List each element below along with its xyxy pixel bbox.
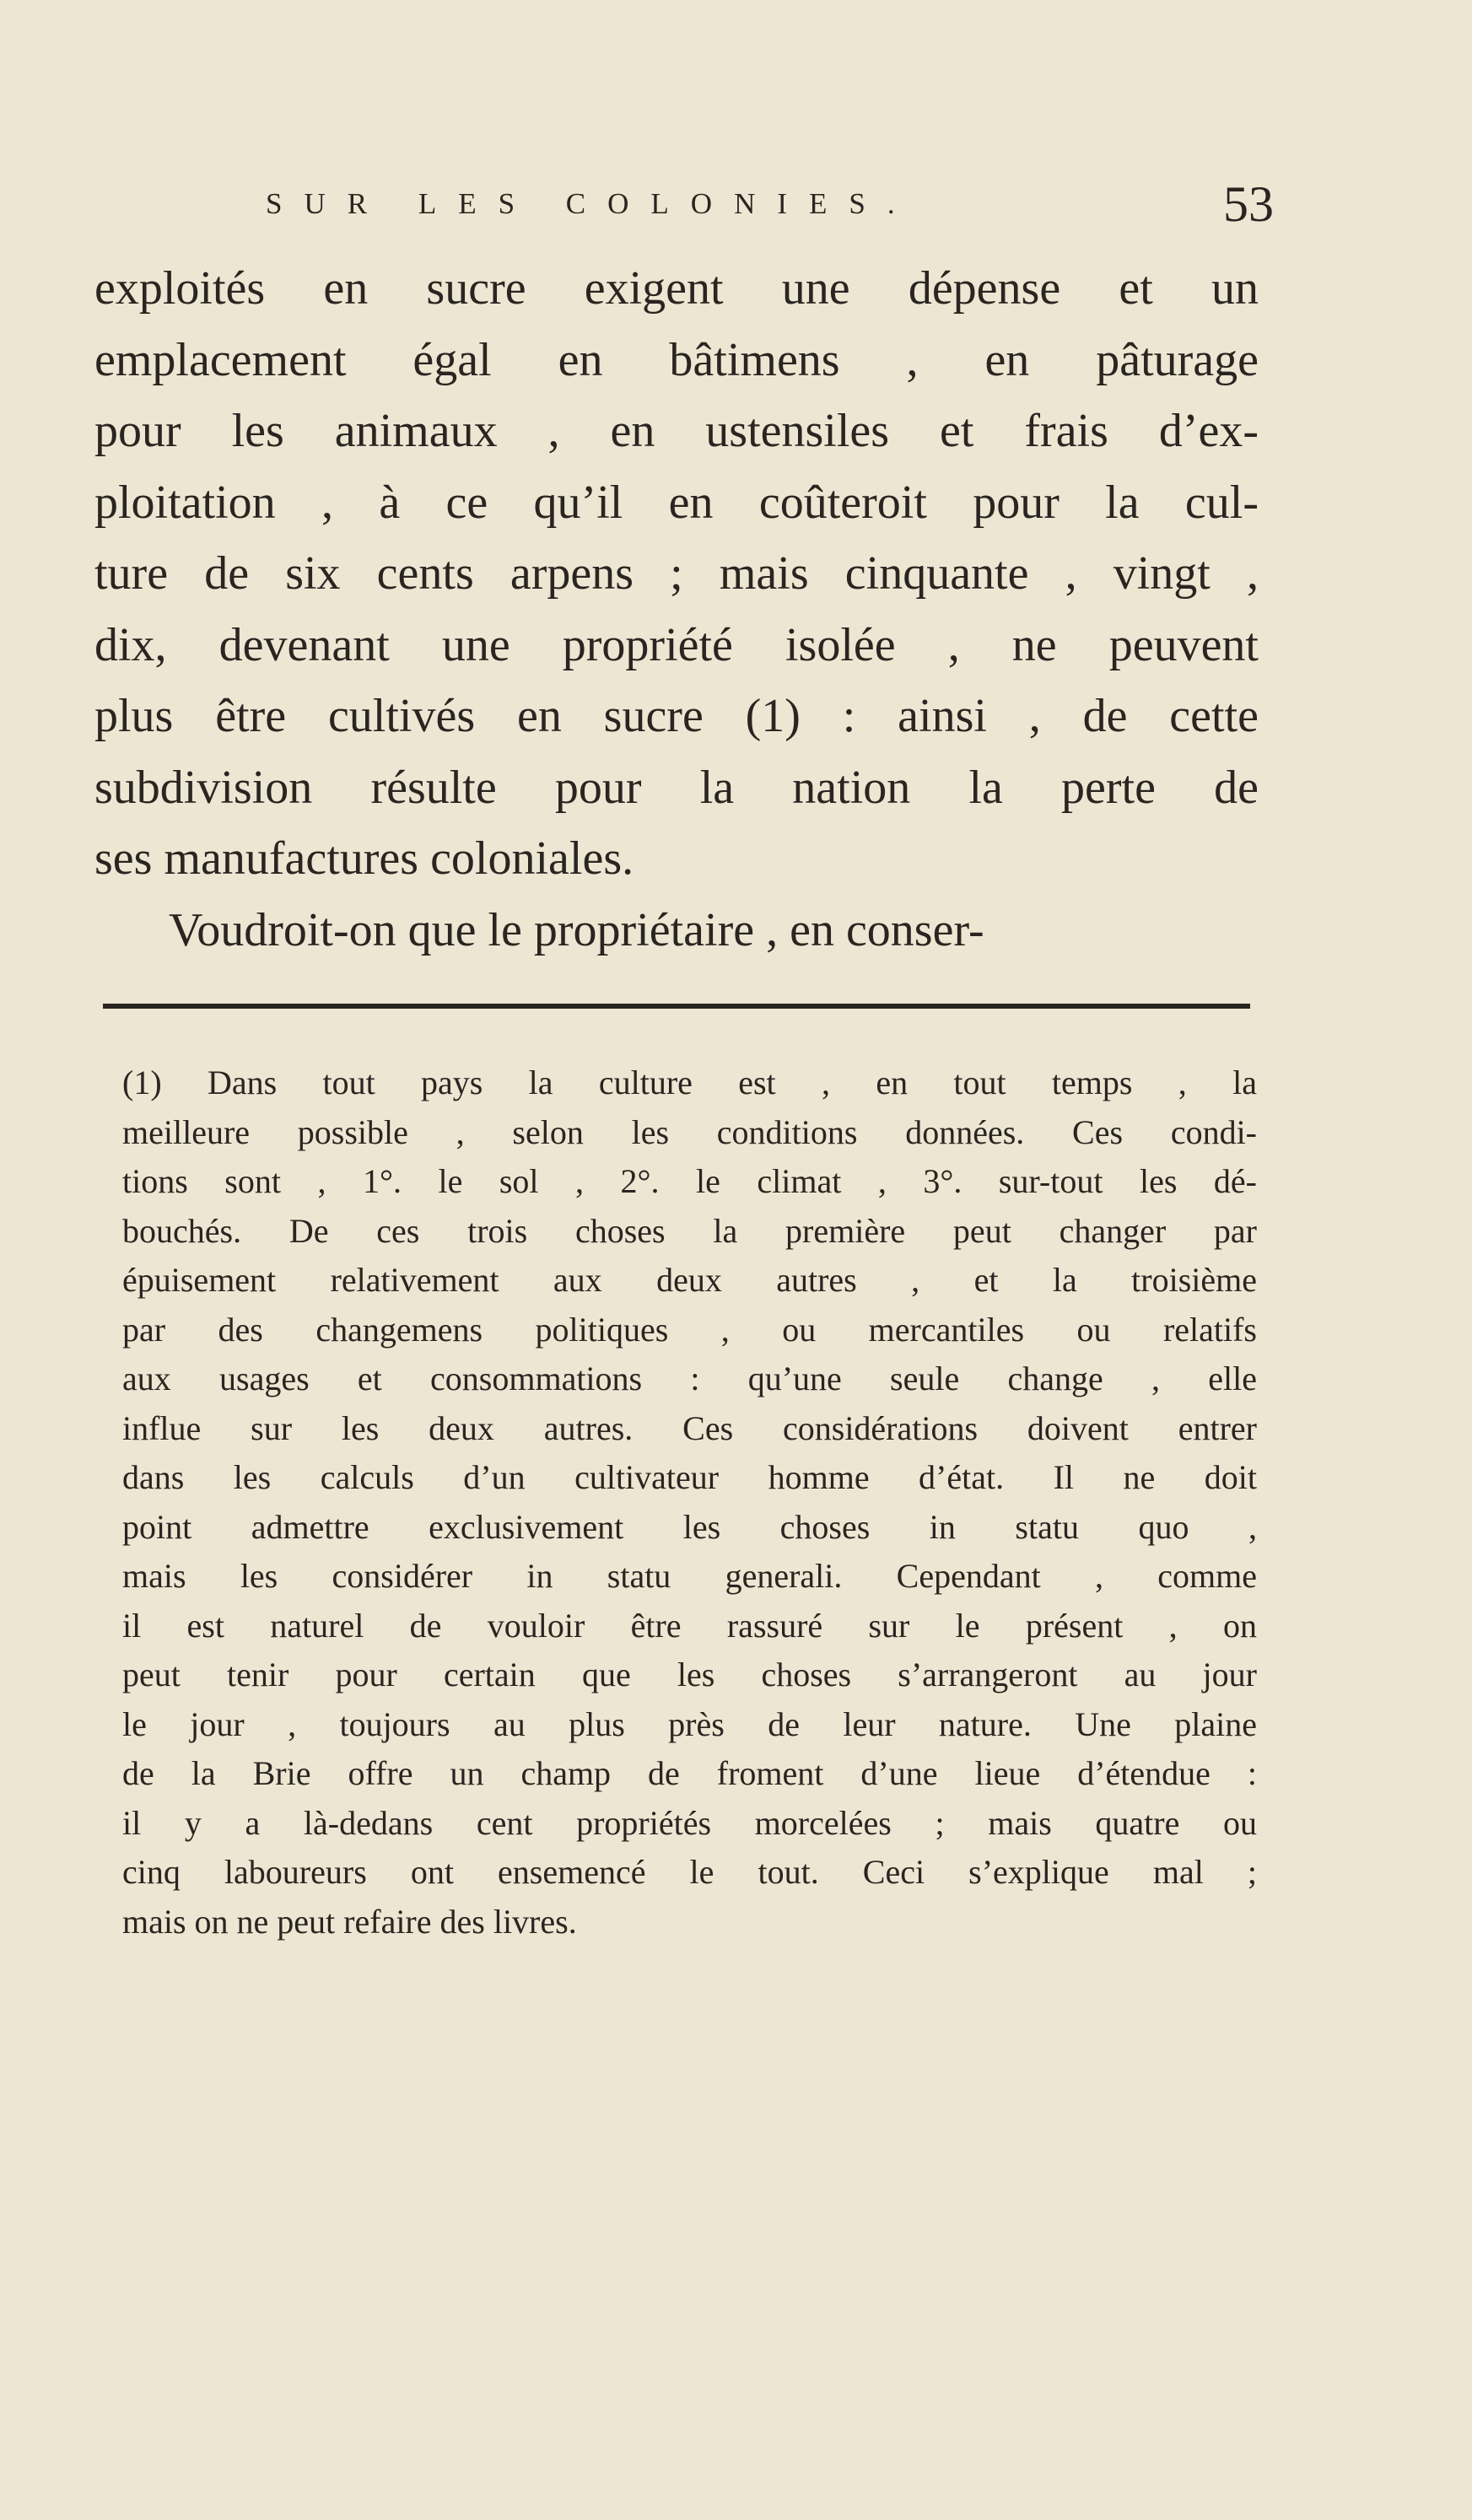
body-line: emplacement égal en bâtimens , en pâturage <box>94 333 1259 386</box>
body-line: Voudroit-on que le propriétaire , en conser- <box>169 903 984 956</box>
body-text <box>94 253 1259 966</box>
footnote-line: aux usages et consommations : qu’une seule change , elle <box>122 1360 1257 1397</box>
footnote-line: épuisement relativement aux deux autres , et la troisième <box>122 1261 1257 1299</box>
footnote-line: par des changemens politiques , ou mercantiles ou relatifs <box>122 1310 1257 1349</box>
footnote-line: dans les calculs d’un cultivateur homme d’état. Il ne doit <box>122 1458 1257 1496</box>
footnote-line: cinq laboureurs ont ensemencé le tout. Ceci s’explique mal ; <box>122 1853 1257 1891</box>
footnote-line: il y a là-dedans cent propriétés morcelées ; mais quatre ou <box>122 1803 1257 1842</box>
footnote-line: influe sur les deux autres. Ces considérations doivent entrer <box>122 1408 1257 1447</box>
page-number: 53 <box>1223 176 1274 232</box>
footnote-line: meilleure possible , selon les conditions données. Ces condi- <box>122 1112 1257 1151</box>
footnote-line: mais on ne peut refaire des livres. <box>122 1902 577 1941</box>
footnote-line: bouchés. De ces trois choses la première peut changer par <box>122 1211 1257 1250</box>
body-line: ploitation , à ce qu’il en coûteroit pour la cul- <box>94 476 1259 529</box>
footnote-line: de la Brie offre un champ de froment d’une lieue d’étendue : <box>122 1754 1257 1792</box>
footnote-line: peut tenir pour certain que les choses s’arrangeront au jour <box>122 1656 1257 1693</box>
page-header <box>266 175 1274 234</box>
body-line: subdivision résulte pour la nation la perte de <box>94 761 1259 814</box>
body-line: exploités en sucre exigent une dépense et un <box>94 262 1259 315</box>
footnote-line: (1) Dans tout pays la culture est , en tout temps , la <box>122 1063 1257 1101</box>
body-line: ses manufactures coloniales. <box>94 832 634 885</box>
footnote-line: tions sont , 1°. le sol , 2°. le climat , 3°. sur-tout les dé- <box>122 1162 1257 1200</box>
footnote-line: il est naturel de vouloir être rassuré sur le présent , on <box>122 1606 1257 1645</box>
footnote <box>122 1058 1257 1947</box>
body-line: dix, devenant une propriété isolée , ne peuvent <box>94 618 1259 671</box>
body-line: plus être cultivés en sucre (1) : ainsi , de cette <box>94 690 1259 742</box>
running-head: SUR LES COLONIES. <box>266 187 917 220</box>
footnote-rule <box>103 1004 1250 1009</box>
body-line: pour les animaux , en ustensiles et frais d’ex- <box>94 405 1259 457</box>
footnote-line: le jour , toujours au plus près de leur nature. Une plaine <box>122 1704 1257 1743</box>
body-line: ture de six cents arpens ; mais cinquante , vingt , <box>94 547 1259 600</box>
footnote-line: point admettre exclusivement les choses in statu quo , <box>122 1507 1257 1546</box>
footnote-line: mais les considérer in statu generali. Cependant , comme <box>122 1557 1257 1595</box>
